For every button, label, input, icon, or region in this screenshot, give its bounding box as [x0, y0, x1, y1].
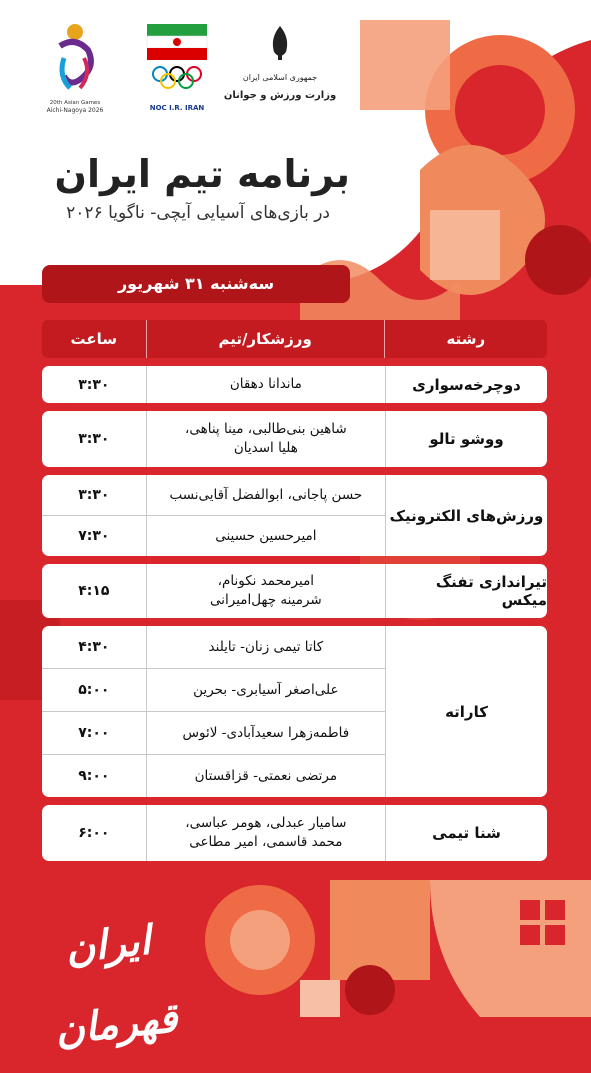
athlete-cell: حسن پاجانی، ابوالفضل آقایی‌نسب — [146, 475, 385, 515]
schedule-group — [42, 626, 547, 797]
athlete-cell: فاطمه‌زهرا سعیدآبادی- لائوس — [146, 712, 385, 754]
asian-games-text-2: Aichi-Nagoya 2026 — [46, 107, 104, 114]
logo-bar — [30, 18, 337, 118]
table-row — [42, 564, 385, 618]
table-row — [42, 626, 385, 668]
athlete-cell: ماندانا دهقان — [146, 366, 385, 403]
ministry-text-1: جمهوری اسلامی ایران — [242, 73, 318, 82]
table-row — [42, 515, 385, 556]
ministry-text-2: وزارت ورزش و جوانان — [223, 90, 337, 101]
ministry-logo — [223, 18, 337, 118]
time-cell: ۳:۳۰ — [78, 376, 110, 393]
noc-iran-logo — [142, 18, 212, 118]
sport-name: دوچرخه‌سواری — [385, 366, 547, 403]
schedule-group — [42, 366, 547, 403]
schedule-table — [42, 320, 547, 861]
time-cell: ۷:۳۰ — [78, 528, 110, 544]
time-cell: ۳:۳۰ — [78, 487, 110, 503]
time-cell: ۹:۰۰ — [78, 768, 110, 784]
header-sport: رشته — [446, 330, 486, 348]
asian-games-logo — [30, 18, 120, 118]
table-row — [42, 805, 385, 861]
athlete-cell: امیرحسین حسینی — [146, 516, 385, 556]
sport-name: ورزش‌های الکترونیک — [385, 475, 547, 556]
time-cell: ۴:۱۵ — [78, 583, 110, 599]
schedule-group — [42, 475, 547, 556]
date-banner: سه‌شنبه ۳۱ شهریور — [42, 265, 350, 303]
table-header — [42, 320, 547, 358]
schedule-group — [42, 564, 547, 618]
page-subtitle: در بازی‌های آسیایی آیچی- ناگویا ۲۰۲۶ — [66, 203, 330, 223]
athlete-cell: امیرمحمد نکونام، شرمینه چهل‌امیرانی — [146, 564, 385, 618]
athlete-cell: کاتا تیمی زنان- تایلند — [146, 626, 385, 668]
sport-name: شنا تیمی — [385, 805, 547, 861]
table-row — [42, 411, 385, 467]
athlete-cell: سامیار عبدلی، هومر عباسی، محمد قاسمی، امیر مطاعی — [146, 805, 385, 861]
sport-name: تیراندازی تفنگ میکس — [385, 564, 547, 618]
sport-name: ووشو تالو — [385, 411, 547, 467]
brand-logo: ایران قهرمان — [52, 916, 180, 1054]
sport-name: کاراته — [385, 626, 547, 797]
table-row — [42, 711, 385, 754]
header-athlete: ورزشکار/تیم — [146, 320, 385, 358]
schedule-group — [42, 411, 547, 467]
time-cell: ۵:۰۰ — [78, 682, 110, 698]
table-row — [42, 366, 385, 403]
time-cell: ۳:۳۰ — [78, 431, 110, 447]
athlete-cell: مرتضی نعمتی- قزاقستان — [146, 755, 385, 797]
athlete-cell: شاهین بنی‌طالبی، مینا پناهی، هلیا اسدیان — [146, 411, 385, 467]
table-row — [42, 754, 385, 797]
asian-games-text-1: 20th Asian Games — [49, 100, 101, 106]
time-cell: ۴:۳۰ — [78, 639, 110, 655]
noc-label: NOC I.R. IRAN — [149, 104, 205, 112]
page-title: برنامه تیم ایران — [54, 152, 350, 196]
header-time: ساعت — [70, 330, 118, 348]
athlete-cell: علی‌اصغر آسیابری- بحرین — [146, 669, 385, 711]
table-row — [42, 668, 385, 711]
schedule-group — [42, 805, 547, 861]
time-cell: ۷:۰۰ — [78, 725, 110, 741]
table-row — [42, 475, 385, 515]
time-cell: ۶:۰۰ — [78, 825, 110, 841]
